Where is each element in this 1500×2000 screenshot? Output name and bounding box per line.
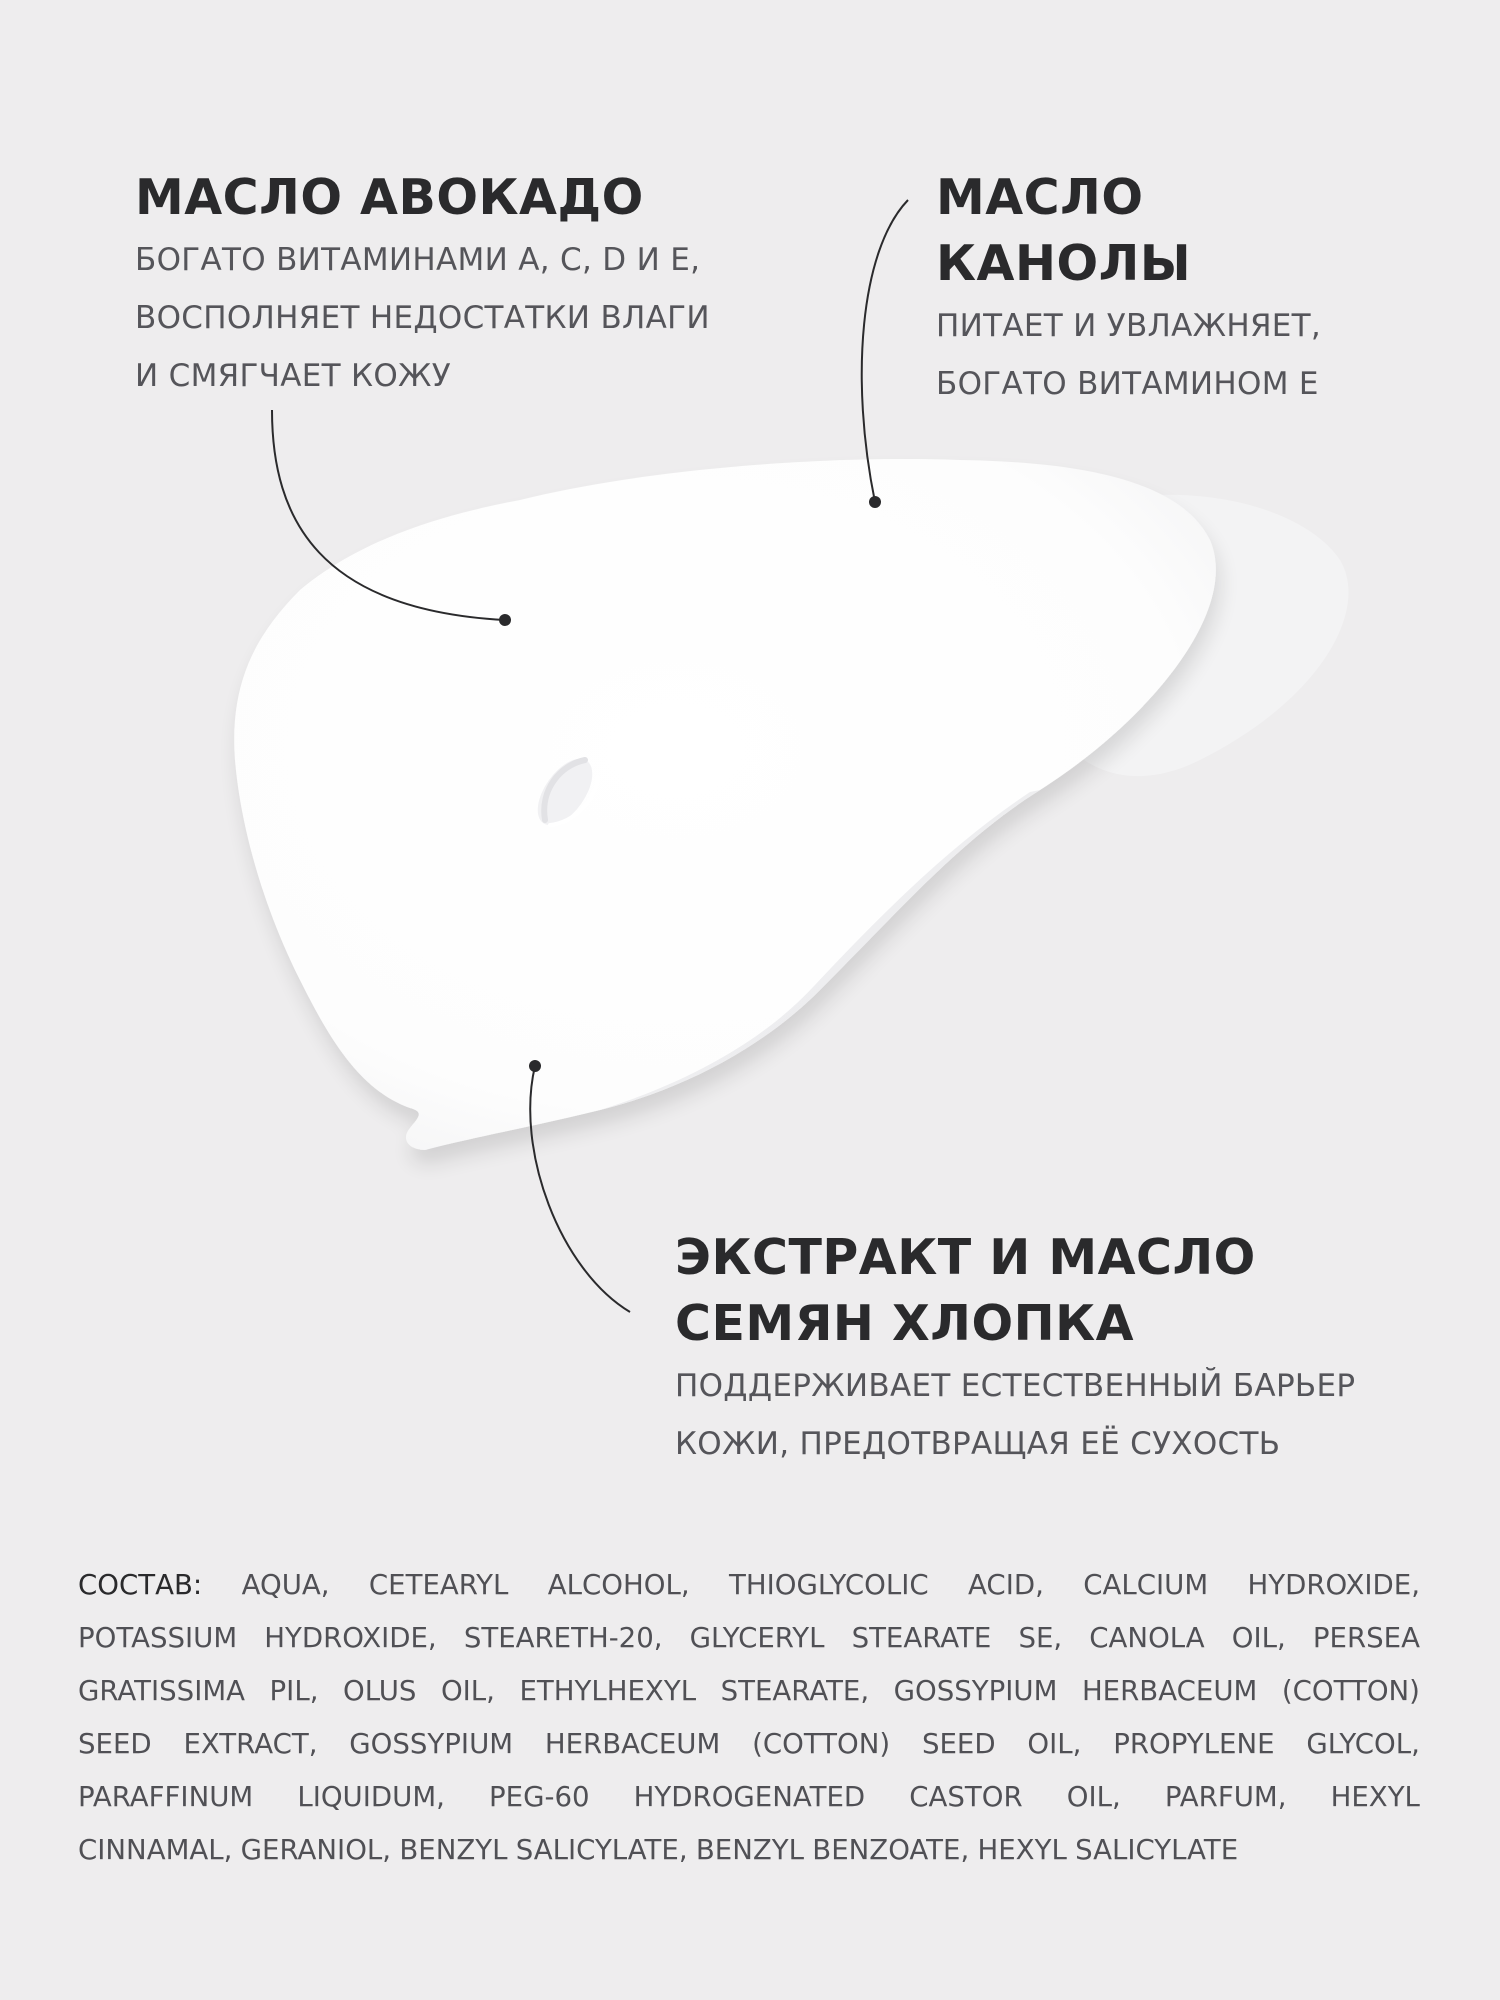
callout-avocado-oil: [135, 165, 710, 405]
ingredient-word: OIL,: [1027, 1727, 1082, 1760]
ingredient-word: (COTTON): [1281, 1674, 1420, 1707]
ingredient-word: SEED: [921, 1727, 996, 1760]
ingredients-line: [78, 1823, 1420, 1876]
avocado-oil-title: [135, 165, 710, 231]
description-line: ПИТАЕТ И УВЛАЖНЯЕТ,: [936, 308, 1322, 344]
ingredient-word: CASTOR: [909, 1780, 1023, 1813]
title-line: СЕМЯН ХЛОПКА: [675, 1295, 1135, 1352]
ingredient-word: (COTTON): [752, 1727, 891, 1760]
leader-line-avocado: [272, 410, 505, 620]
description-line: КОЖИ, ПРЕДОТВРАЩАЯ ЕЁ СУХОСТЬ: [675, 1426, 1281, 1462]
leader-line-cotton: [530, 1066, 630, 1312]
ingredient-word: GLYCOL,: [1306, 1727, 1420, 1760]
ingredients-line: [78, 1664, 1420, 1717]
ingredient-word: GERANIOL,: [240, 1833, 392, 1866]
canola-oil-title: [936, 165, 1321, 297]
ingredient-word: ALCOHOL,: [547, 1568, 690, 1601]
description-line: ПОДДЕРЖИВАЕТ ЕСТЕСТВЕННЫЙ БАРЬЕР: [675, 1368, 1356, 1404]
ingredient-word: GLYCERYL: [689, 1621, 825, 1654]
ingredient-word: OIL,: [440, 1674, 495, 1707]
ingredients-list: [78, 1558, 1420, 1876]
title-line: КАНОЛЫ: [936, 235, 1192, 292]
leader-dot-canola: [869, 496, 881, 508]
ingredients-line: [78, 1770, 1420, 1823]
ingredient-word: OIL,: [1231, 1621, 1286, 1654]
callout-cotton-seed: [675, 1225, 1355, 1473]
ingredient-word: STEARATE,: [720, 1674, 870, 1707]
ingredient-word: OLUS: [343, 1674, 417, 1707]
description-line: БОГАТО ВИТАМИНАМИ А, С, D И Е,: [135, 242, 701, 278]
ingredient-word: SE,: [1018, 1621, 1063, 1654]
ingredient-word: HYDROXIDE,: [1247, 1568, 1420, 1601]
ingredient-word: PROPYLENE: [1113, 1727, 1275, 1760]
ingredient-word: GOSSYPIUM: [893, 1674, 1058, 1707]
cotton-seed-description: [675, 1357, 1355, 1473]
ingredient-word: CALCIUM: [1083, 1568, 1209, 1601]
ingredient-word: BENZOATE,: [812, 1833, 970, 1866]
ingredient-word: AQUA,: [241, 1568, 330, 1601]
ingredient-word: HERBACEUM: [544, 1727, 721, 1760]
ingredient-word: PIL,: [269, 1674, 319, 1707]
ingredient-word: HYDROGENATED: [633, 1780, 866, 1813]
ingredients-line: [78, 1558, 1420, 1611]
leader-dot-cotton: [529, 1060, 541, 1072]
ingredient-word: GRATISSIMA: [78, 1674, 246, 1707]
ingredient-word: HEXYL: [977, 1833, 1067, 1866]
ingredient-word: GOSSYPIUM: [349, 1727, 514, 1760]
ingredient-word: CANOLA: [1089, 1621, 1205, 1654]
ingredient-word: ETHYLHEXYL: [519, 1674, 697, 1707]
ingredients-line: [78, 1611, 1420, 1664]
ingredient-word: CETEARYL: [368, 1568, 509, 1601]
description-line: БОГАТО ВИТАМИНОМ Е: [936, 366, 1319, 402]
ingredient-word: SALICYLATE: [1075, 1833, 1239, 1866]
ingredient-word: ACID,: [968, 1568, 1044, 1601]
ingredient-word: SALICYLATE,: [515, 1833, 688, 1866]
ingredients-label: СОСТАВ:: [78, 1568, 203, 1601]
ingredient-word: EXTRACT,: [183, 1727, 318, 1760]
description-line: И СМЯГЧАЕТ КОЖУ: [135, 358, 451, 394]
cotton-seed-title: [675, 1225, 1355, 1357]
title-line: МАСЛО АВОКАДО: [135, 169, 644, 226]
avocado-oil-description: [135, 231, 710, 405]
ingredient-word: OIL,: [1066, 1780, 1121, 1813]
ingredient-word: PEG-60: [489, 1780, 590, 1813]
ingredient-word: HYDROXIDE,: [264, 1621, 437, 1654]
ingredient-word: BENZYL: [399, 1833, 508, 1866]
ingredient-word: BENZYL: [695, 1833, 805, 1866]
leader-dot-avocado: [499, 614, 511, 626]
ingredient-word: CINNAMAL,: [78, 1833, 233, 1866]
ingredient-word: PARFUM,: [1164, 1780, 1287, 1813]
leader-line-canola: [862, 200, 908, 502]
ingredient-word: PERSEA: [1312, 1621, 1420, 1654]
ingredient-word: STEARETH-20,: [463, 1621, 663, 1654]
ingredient-word: POTASSIUM: [78, 1621, 238, 1654]
title-line: МАСЛО: [936, 169, 1144, 226]
ingredient-word: THIOGLYCOLIC: [729, 1568, 929, 1601]
ingredient-word: SEED: [78, 1727, 152, 1760]
ingredients-line: [78, 1717, 1420, 1770]
canola-oil-description: [936, 297, 1321, 413]
ingredient-word: HEXYL: [1330, 1780, 1420, 1813]
ingredient-word: PARAFFINUM: [78, 1780, 254, 1813]
callout-canola-oil: [936, 165, 1321, 413]
ingredient-word: STEARATE: [851, 1621, 992, 1654]
title-line: ЭКСТРАКТ И МАСЛО: [675, 1229, 1256, 1286]
ingredient-word: HERBACEUM: [1081, 1674, 1258, 1707]
description-line: ВОСПОЛНЯЕТ НЕДОСТАТКИ ВЛАГИ: [135, 300, 710, 336]
ingredient-word: LIQUIDUM,: [297, 1780, 445, 1813]
